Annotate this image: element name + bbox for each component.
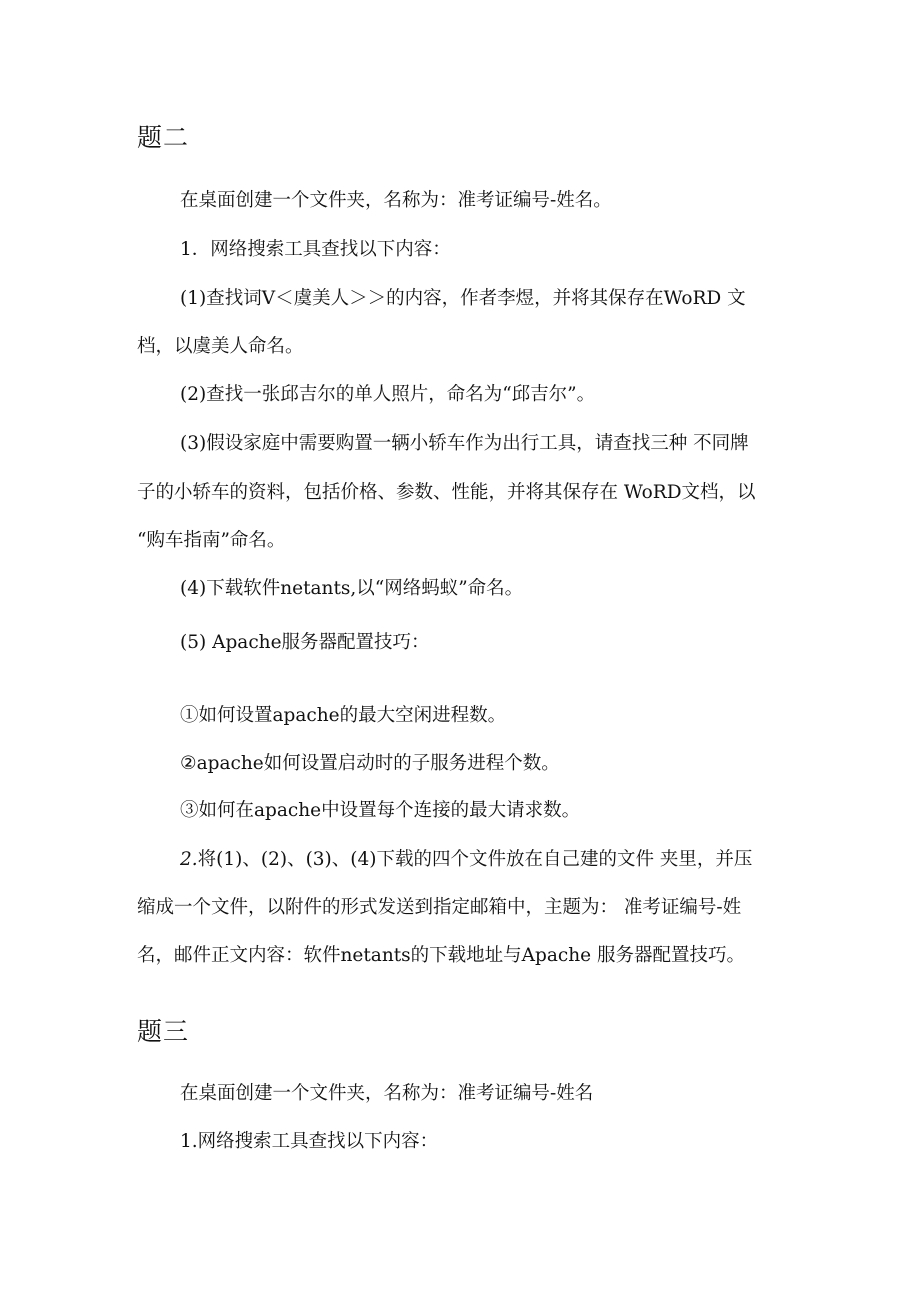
tip1: ①如何设置apache的最大空闲进程数。 <box>180 705 507 726</box>
item3-line3: “购车指南”命名。 <box>137 530 286 551</box>
item3-line1: (3)假设家庭中需要购置一辆小轿车作为出行工具，请查找三种 不同牌 <box>180 433 749 454</box>
item2: (2)查找一张邱吉尔的单人照片，命名为“邱吉尔”。 <box>180 384 596 405</box>
tip2: ②apache如何设置启动时的子服务进程个数。 <box>180 753 560 774</box>
step2-line2: 缩成一个文件，以附件的形式发送到指定邮箱中，主题为： 准考证编号-姓 <box>137 897 742 918</box>
step2-line3: 名，邮件正文内容：软件netants的下载地址与Apache 服务器配置技巧。 <box>137 945 746 966</box>
item5: (5) Apache服务器配置技巧： <box>180 632 430 653</box>
section3-intro: 在桌面创建一个文件夹，名称为：准考证编号-姓名 <box>180 1083 594 1104</box>
item1-line2: 档，以虞美人命名。 <box>137 336 304 357</box>
item4: (4)下载软件netants,以“网络蚂蚁”命名。 <box>180 578 524 599</box>
section2-intro: 在桌面创建一个文件夹，名称为：准考证编号-姓名。 <box>180 190 612 211</box>
section3-step1: 1.网络搜索工具查找以下内容： <box>180 1131 439 1152</box>
step2-line1 <box>180 847 820 873</box>
item3-line2: 子的小轿车的资料，包括价格、参数、性能，并将其保存在 WoRD文档，以 <box>137 482 756 503</box>
tip3: ③如何在apache中设置每个连接的最大请求数。 <box>180 800 581 821</box>
step2-number: 2. <box>180 849 198 870</box>
section2-step1: 1．网络搜索工具查找以下内容： <box>180 239 451 260</box>
section2-heading: 题二 <box>137 123 190 152</box>
step2-text: 将(1)、(2)、(3)、(4)下载的四个文件放在自己建的文件 夹里，并压 <box>197 849 753 870</box>
section3-heading: 题三 <box>137 1017 190 1046</box>
item1-line1: (1)查找词V＜虞美人＞＞的内容，作者李煜，并将其保存在WoRD 文 <box>180 288 746 309</box>
